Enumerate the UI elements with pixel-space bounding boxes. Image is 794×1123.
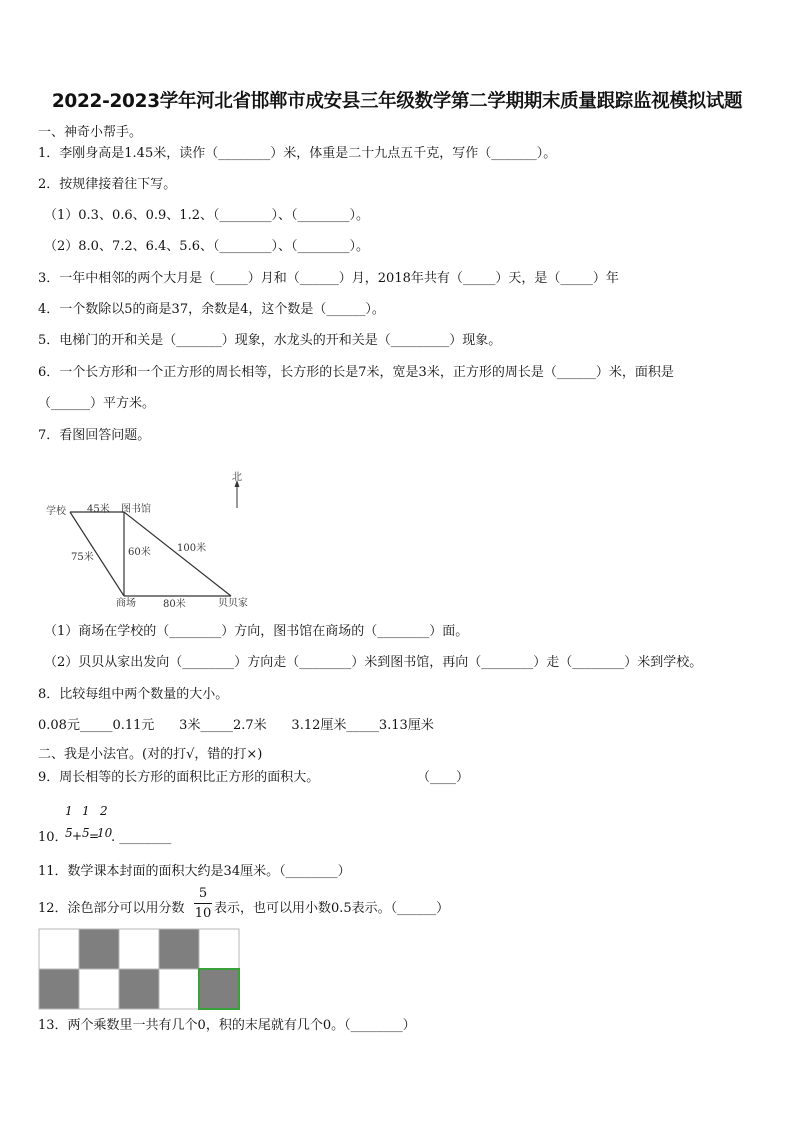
question-2: 2．按规律接着往下写。	[38, 177, 177, 192]
question-7-2: （2）贝贝从家出发向（________）方向走（________）米到图书馆，再向（________）走（________）米到学校。	[44, 655, 703, 670]
distance-mall-beibei: 80米	[163, 599, 186, 610]
question-11: 11．数学课本封面的面积大约是34厘米。（________）	[38, 864, 351, 879]
q10-frac1-den: 5	[65, 826, 73, 840]
grid-cell-empty	[199, 929, 239, 969]
q10-equals: =	[89, 829, 100, 843]
q12-fraction-numerator: 5	[198, 886, 208, 901]
question-6: 6．一个长方形和一个正方形的周长相等，长方形的长是7米，宽是3米，正方形的周长是（______）米，面积是	[38, 365, 674, 380]
q12-fraction-denominator: 10	[194, 906, 212, 921]
grid-cell-shaded	[39, 969, 79, 1009]
question-8: 8．比较每组中两个数量的大小。	[38, 687, 229, 702]
question-7-1: （1）商场在学校的（________）方向，图书馆在商场的（________）面。	[44, 624, 469, 639]
question-10-number: 10．	[38, 830, 68, 845]
question-12-prefix: 12．涂色部分可以用分数	[38, 901, 185, 916]
distance-school-mall: 75米	[71, 552, 94, 563]
grid-cell-shaded	[79, 929, 119, 969]
grid-cell-empty	[39, 929, 79, 969]
question-3: 3．一年中相邻的两个大月是（_____）月和（______）月，2018年共有（_____）天，是（_____）年	[38, 271, 619, 286]
question-5: 5．电梯门的开和关是（_______）现象，水龙头的开和关是（_________）现象。	[38, 333, 502, 348]
grid-cell-shaded	[119, 969, 159, 1009]
q10-frac1-num: 1	[65, 804, 73, 818]
question-9-blank: （____）	[417, 770, 470, 785]
distance-school-library: 45米	[87, 504, 110, 515]
label-library: 图书馆	[121, 504, 151, 515]
question-8-items: 0.08元_____0.11元 3米_____2.7米 3.12厘米_____3.13厘米	[38, 718, 434, 733]
grid-cell-empty	[159, 969, 199, 1009]
section-1-heading: 一、神奇小帮手。	[38, 125, 143, 140]
grid-cell-empty	[79, 969, 119, 1009]
q10-frac3-den: 10	[97, 826, 113, 840]
question-7: 7．看图回答问题。	[38, 428, 151, 443]
question-10-blank: . ________	[111, 830, 172, 845]
grid-cell-shaded	[159, 929, 199, 969]
distance-library-mall: 60米	[128, 547, 151, 558]
q10-frac2-den: 5	[82, 826, 90, 840]
section-2-heading: 二、我是小法官。(对的打√，错的打×)	[38, 747, 263, 762]
q12-fraction-bar	[194, 903, 212, 904]
north-label: 北	[232, 472, 242, 483]
question-13: 13．两个乘数里一共有几个0，积的末尾就有几个0。（________）	[38, 1018, 416, 1033]
grid-cell-shaded	[199, 969, 239, 1009]
map-diagram	[38, 468, 278, 614]
q10-frac2-num: 1	[82, 804, 90, 818]
question-6-continued: （______）平方米。	[38, 396, 156, 411]
q10-plus: +	[72, 829, 83, 843]
question-4: 4．一个数除以5的商是37，余数是4，这个数是（______）。	[38, 302, 385, 317]
distance-library-beibei: 100米	[177, 543, 207, 554]
question-9: 9．周长相等的长方形的面积比正方形的面积大。	[38, 770, 320, 785]
question-1: 1．李刚身高是1.45米，读作（________）米，体重是二十九点五千克，写作（_______）。	[38, 146, 557, 161]
question-12-suffix: 表示，也可以用小数0.5表示。（______）	[214, 901, 450, 916]
label-school: 学校	[46, 506, 66, 517]
grid-cell-empty	[119, 929, 159, 969]
q10-frac3-num: 2	[100, 804, 108, 818]
label-beibei: 贝贝家	[218, 598, 248, 609]
question-2-1: （1）0.3、0.6、0.9、1.2、（________）、（________）。	[44, 208, 369, 223]
label-mall: 商场	[116, 598, 136, 609]
question-2-2: （2）8.0、7.2、6.4、5.6、（________）、（________）。	[44, 239, 369, 254]
shaded-grid	[38, 928, 240, 1010]
page-title: 2022-2023学年河北省邯郸市成安县三年级数学第二学期期末质量跟踪监视模拟试题	[51, 91, 743, 112]
